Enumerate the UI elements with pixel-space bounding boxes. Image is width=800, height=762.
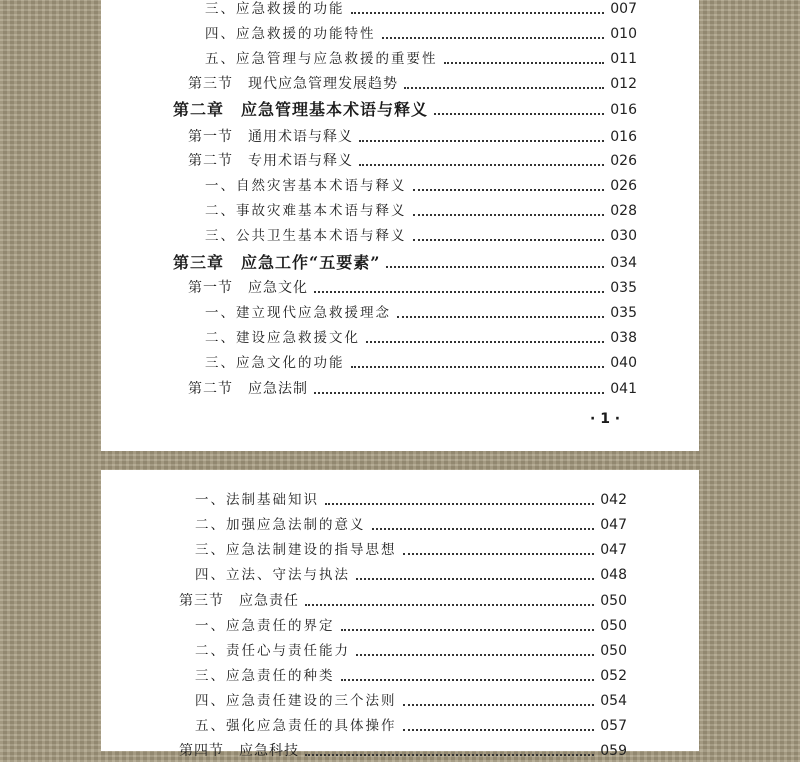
toc-entry-page: 041 <box>610 381 637 397</box>
toc-entry-page: 042 <box>600 492 627 508</box>
toc-page-top <box>101 0 699 451</box>
toc-entry-page: 050 <box>600 593 627 609</box>
toc-entry-page: 052 <box>600 668 627 684</box>
toc-entry <box>179 590 627 612</box>
toc-entry <box>205 0 637 20</box>
toc-entry-title: 二、建设应急救援文化 <box>205 330 360 346</box>
dot-leader <box>351 366 605 368</box>
page-number: · 1 · <box>590 411 621 427</box>
dot-leader <box>366 341 604 343</box>
toc-entry-page: 035 <box>610 305 637 321</box>
toc-entry <box>205 175 637 197</box>
dot-leader <box>305 754 594 756</box>
dot-leader <box>404 87 604 89</box>
toc-entry <box>195 640 627 662</box>
toc-entry-page: 040 <box>610 355 637 371</box>
toc-entry-title: 第三节 现代应急管理发展趋势 <box>188 76 398 92</box>
toc-entry-title: 第一节 通用术语与释义 <box>188 129 353 145</box>
toc-entry-title: 第三章 应急工作“五要素” <box>173 253 381 272</box>
toc-entry-page: 026 <box>610 178 637 194</box>
toc-entry-page: 057 <box>600 718 627 734</box>
toc-entry-page: 059 <box>600 743 627 759</box>
dot-leader <box>413 239 605 241</box>
dot-leader <box>403 553 595 555</box>
dot-leader <box>305 604 594 606</box>
toc-entry-title: 五、应急管理与应急救援的重要性 <box>205 51 438 67</box>
toc-entry-title: 二、事故灾难基本术语与释义 <box>205 203 407 219</box>
toc-entry-title: 一、法制基础知识 <box>195 492 319 508</box>
dot-leader <box>386 266 604 268</box>
dot-leader <box>314 291 604 293</box>
toc-entry-title: 四、立法、守法与执法 <box>195 567 350 583</box>
toc-entry <box>195 564 627 586</box>
toc-entry-page: 050 <box>600 643 627 659</box>
toc-entry <box>188 73 637 95</box>
dot-leader <box>403 704 595 706</box>
toc-entry <box>195 665 627 687</box>
toc-entry <box>195 715 627 737</box>
toc-entry-title: 三、应急责任的种类 <box>195 668 335 684</box>
dot-leader <box>359 140 604 142</box>
dot-leader <box>356 654 594 656</box>
dot-leader <box>444 62 605 64</box>
dot-leader <box>325 503 594 505</box>
toc-entry-page: 050 <box>600 618 627 634</box>
toc-entry-page: 011 <box>610 51 637 67</box>
toc-entry-page: 047 <box>600 542 627 558</box>
toc-entry-title: 一、自然灾害基本术语与释义 <box>205 178 407 194</box>
toc-entry-title: 二、加强应急法制的意义 <box>195 517 366 533</box>
dot-leader <box>397 316 604 318</box>
toc-entry-title: 三、公共卫生基本术语与释义 <box>205 228 407 244</box>
toc-entry <box>205 225 637 247</box>
toc-entry <box>188 277 637 299</box>
dot-leader <box>341 679 595 681</box>
toc-page-bottom <box>101 470 699 759</box>
toc-entry-title: 三、应急救援的功能 <box>205 1 345 17</box>
toc-entry <box>173 99 637 121</box>
toc-entry-page: 030 <box>610 228 637 244</box>
toc-entry <box>188 150 637 172</box>
toc-entry-page: 048 <box>600 567 627 583</box>
toc-entry-title: 第三节 应急责任 <box>179 593 299 609</box>
toc-entry-page: 034 <box>610 255 637 271</box>
toc-entry <box>188 378 637 400</box>
toc-entry <box>205 23 637 45</box>
toc-entry-title: 一、建立现代应急救援理念 <box>205 305 391 321</box>
toc-entry-page: 038 <box>610 330 637 346</box>
toc-entry-title: 第二章 应急管理基本术语与释义 <box>173 100 429 119</box>
toc-entry-title: 四、应急责任建设的三个法则 <box>195 693 397 709</box>
toc-entry <box>188 126 637 148</box>
toc-entry-title: 第四节 应急科技 <box>179 743 299 759</box>
toc-entry-page: 016 <box>610 129 637 145</box>
toc-entry-title: 四、应急救援的功能特性 <box>205 26 376 42</box>
dot-leader <box>356 578 594 580</box>
dot-leader <box>359 164 604 166</box>
dot-leader <box>413 214 605 216</box>
dot-leader <box>403 729 595 731</box>
toc-entry-page: 010 <box>610 26 637 42</box>
toc-entry-page: 028 <box>610 203 637 219</box>
dot-leader <box>413 189 605 191</box>
toc-entry-page: 012 <box>610 76 637 92</box>
toc-entry-page: 047 <box>600 517 627 533</box>
toc-entry-title: 三、应急法制建设的指导思想 <box>195 542 397 558</box>
toc-entry <box>205 302 637 324</box>
toc-entry-title: 五、强化应急责任的具体操作 <box>195 718 397 734</box>
toc-entry <box>179 740 627 762</box>
toc-entry <box>195 514 627 536</box>
dot-leader <box>341 629 595 631</box>
toc-entry <box>205 200 637 222</box>
dot-leader <box>314 392 604 394</box>
toc-entry-page: 016 <box>610 102 637 118</box>
toc-entry <box>195 489 627 511</box>
toc-entry-title: 第二节 专用术语与释义 <box>188 153 353 169</box>
toc-entry-page: 026 <box>610 153 637 169</box>
toc-entry-title: 第二节 应急法制 <box>188 381 308 397</box>
toc-entry-title: 一、应急责任的界定 <box>195 618 335 634</box>
toc-entry <box>195 615 627 637</box>
dot-leader <box>351 12 605 14</box>
toc-entry <box>195 690 627 712</box>
toc-entry <box>173 252 637 274</box>
toc-entry-title: 二、责任心与责任能力 <box>195 643 350 659</box>
dot-leader <box>382 37 605 39</box>
toc-entry-page: 054 <box>600 693 627 709</box>
toc-entry <box>205 48 637 70</box>
toc-entry <box>195 539 627 561</box>
toc-entry <box>205 327 637 349</box>
dot-leader <box>434 113 604 115</box>
dot-leader <box>372 528 595 530</box>
toc-entry-page: 007 <box>610 1 637 17</box>
toc-entry-page: 035 <box>610 280 637 296</box>
toc-entry-title: 第一节 应急文化 <box>188 280 308 296</box>
toc-entry <box>205 352 637 374</box>
toc-entry-title: 三、应急文化的功能 <box>205 355 345 371</box>
